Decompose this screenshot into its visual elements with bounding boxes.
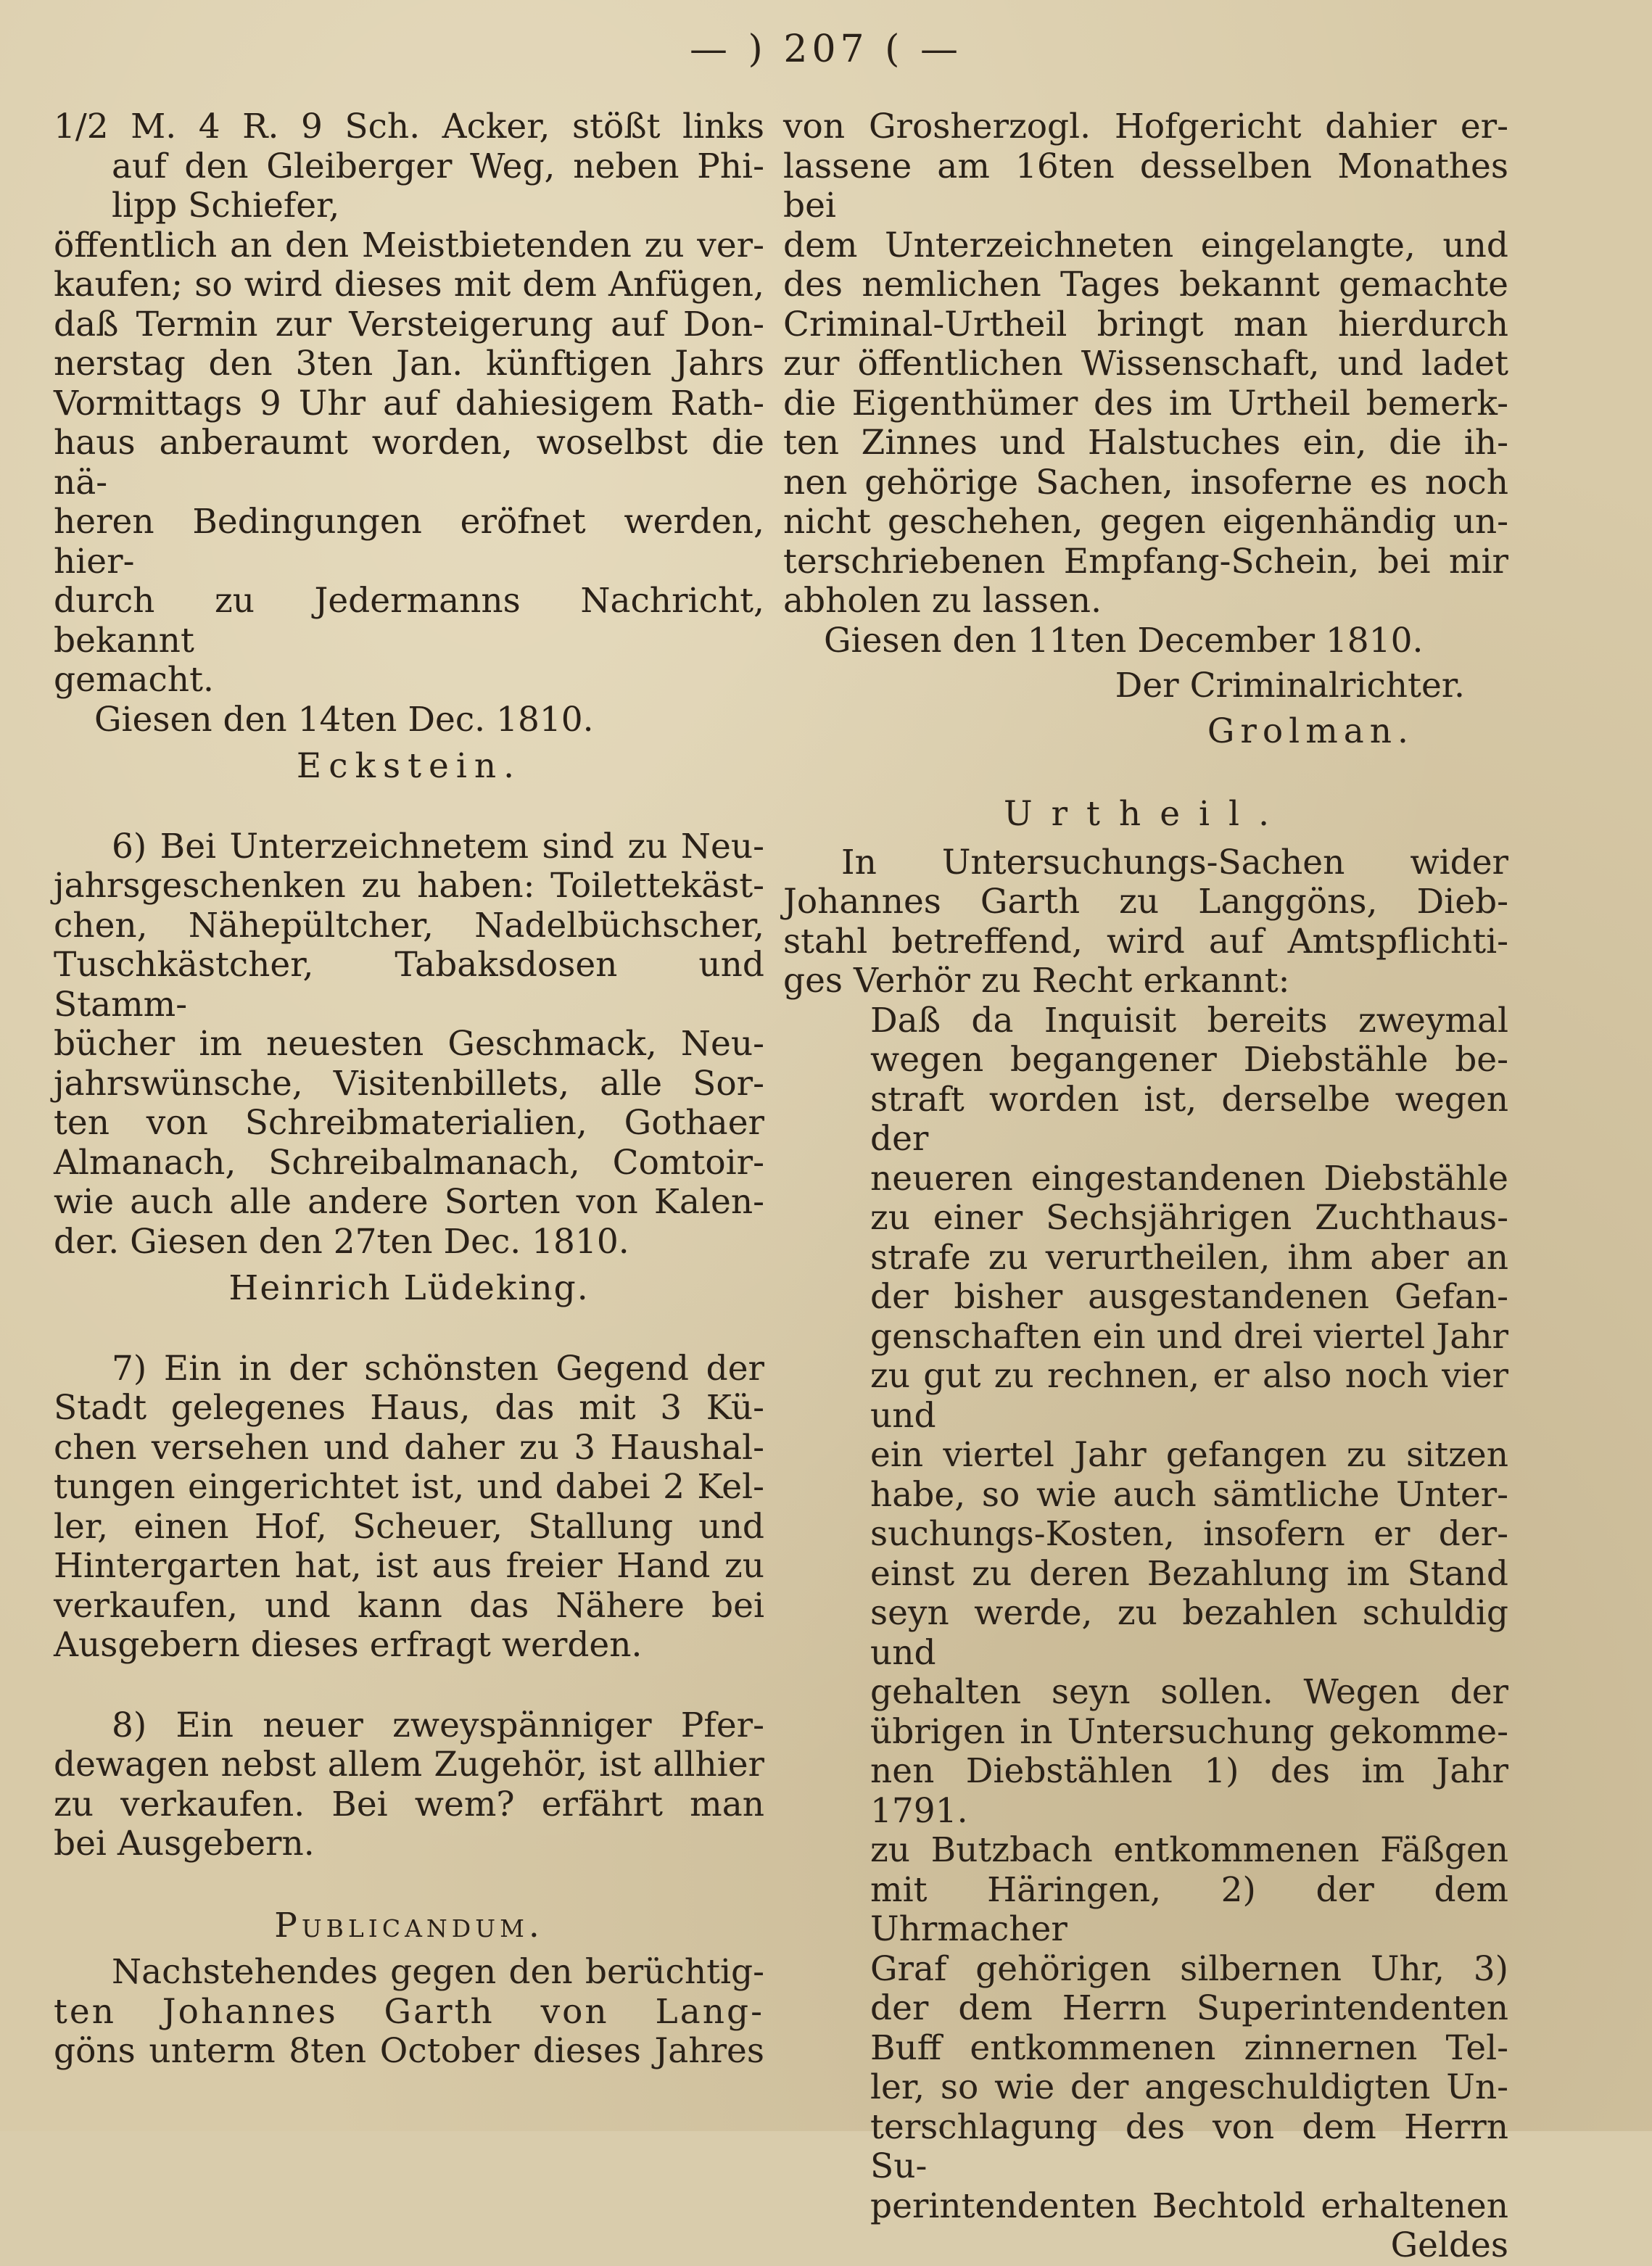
text-line: Buff entkommenen zinnernen Tel-	[870, 2027, 1508, 2068]
text-line: daß Termin zur Versteigerung auf Don-	[54, 304, 764, 344]
text-line: Stadt gelegenes Haus, das mit 3 Kü-	[54, 1388, 764, 1428]
text-line: mit Häringen, 2) der dem Uhrmacher	[870, 1869, 1508, 1949]
text-line: haus anberaumt worden, woselbst die nä-	[54, 423, 764, 503]
right-column	[783, 107, 1508, 2266]
text-line: wegen begangener Diebstähle be-	[870, 1040, 1508, 1080]
text-line: habe, so wie auch sämtliche Unter-	[870, 1474, 1508, 1515]
text-line: ten Johannes Garth von Lang-	[54, 1991, 764, 2032]
signature: Heinrich Lüdeking.	[228, 1268, 590, 1308]
publicandum-continued	[783, 107, 1508, 751]
text-line: Tuschkästcher, Tabaksdosen und Stamm-	[54, 945, 764, 1025]
left-column	[54, 107, 764, 2072]
text-line: Johannes Garth zu Langgöns, Dieb-	[783, 882, 1508, 922]
text-line: kaufen; so wird dieses mit dem Anfügen,	[54, 265, 764, 305]
text-line: zu gut zu rechnen, er also noch vier und	[870, 1356, 1508, 1436]
text-line: suchungs-Kosten, insofern er der-	[870, 1514, 1508, 1554]
text-line: In Untersuchungs-Sachen wider	[841, 842, 1508, 882]
publicandum-title: Publicandum.	[274, 1905, 544, 1945]
text-line: Nachstehendes gegen den berüchtig-	[112, 1952, 764, 1992]
sale-notice	[54, 226, 764, 787]
text-line: jahrsgeschenken zu haben: Toilettekäst-	[54, 866, 764, 906]
text-line: chen, Nähepültcher, Nadelbüchscher,	[54, 905, 764, 946]
text-line: perintendenten Bechtold erhaltenen	[870, 2186, 1508, 2226]
text-line: Hintergarten hat, ist aus freier Hand zu	[54, 1546, 764, 1586]
text-line: nen gehörige Sachen, insoferne es noch	[783, 462, 1508, 503]
text-line: auf den Gleiberger Weg, neben Phi-	[112, 146, 764, 186]
text-line: jahrswünsche, Visitenbillets, alle Sor-	[54, 1063, 764, 1104]
text-line: Almanach, Schreibalmanach, Comtoir-	[54, 1142, 764, 1183]
text-line: göns unterm 8ten October dieses Jahres	[54, 2031, 764, 2071]
text-line: Ausgebern dieses erfragt werden.	[54, 1625, 643, 1665]
text-line: neueren eingestandenen Diebstähle	[870, 1158, 1508, 1199]
text-line: genschaften ein und drei viertel Jahr	[870, 1316, 1508, 1357]
text-line: 8) Ein neuer zweyspänniger Pfer-	[112, 1705, 764, 1745]
text-line: zu Butzbach entkommenen Fäßgen	[870, 1830, 1508, 1870]
text-line: des nemlichen Tages bekannt gemachte	[783, 265, 1508, 305]
text-line: lipp Schiefer,	[112, 186, 340, 226]
page-number: — ) 207 ( —	[690, 28, 962, 71]
urtheil-title: Urtheil.	[1003, 794, 1289, 834]
text-line: gehalten seyn sollen. Wegen der	[870, 1672, 1508, 1712]
text-line: zur öffentlichen Wissenschaft, und ladet	[783, 344, 1508, 384]
signature: Eckstein.	[296, 746, 522, 786]
text-line: die Eigenthümer des im Urtheil bemerk-	[783, 383, 1508, 423]
lot-description	[54, 107, 764, 226]
text-line: 7) Ein in der schönsten Gegend der	[112, 1348, 764, 1389]
text-line: der bisher ausgestandenen Gefan-	[870, 1277, 1508, 1317]
text-line: zu verkaufen. Bei wem? erfährt man	[54, 1784, 764, 1824]
text-line: bücher im neuesten Geschmack, Neu-	[54, 1024, 764, 1064]
text-line: terschlagung des von dem Herrn Su-	[870, 2106, 1508, 2186]
text-line: stahl betreffend, wird auf Amtspflichti-	[783, 921, 1508, 962]
text-line: terschriebenen Empfang-Schein, bei mir	[783, 541, 1508, 582]
text-line: Vormittags 9 Uhr auf dahiesigem Rath-	[54, 383, 764, 423]
text-line: gemacht.	[54, 660, 214, 700]
text-line: verkaufen, und kann das Nähere bei	[54, 1585, 764, 1626]
signature: Grolman.	[1207, 711, 1414, 751]
text-line: ten von Schreibmaterialien, Gothaer	[54, 1103, 764, 1143]
text-line: straft worden ist, derselbe wegen der	[870, 1079, 1508, 1159]
signature-title: Der Criminalrichter.	[1115, 666, 1465, 706]
text-line: Criminal-Urtheil bringt man hierdurch	[783, 304, 1508, 344]
catchword: Geldes	[1390, 2225, 1508, 2265]
text-line: ten Zinnes und Halstuches ein, die ih-	[783, 423, 1508, 463]
text-line: heren Bedingungen eröfnet werden, hier-	[54, 502, 764, 582]
text-line: strafe zu verurtheilen, ihm aber an	[870, 1237, 1508, 1278]
text-line: seyn werde, zu bezahlen schuldig und	[870, 1593, 1508, 1673]
urtheil-intro	[783, 843, 1508, 1001]
text-line: ler, so wie der angeschuldigten Un-	[870, 2067, 1508, 2107]
text-line: dewagen nebst allem Zugehör, ist allhier	[54, 1745, 764, 1785]
text-line: nen Diebstählen 1) des im Jahr 1791.	[870, 1751, 1508, 1831]
text-line: bei Ausgebern.	[54, 1824, 315, 1864]
text-line: lassene am 16ten desselben Monathes bei	[783, 146, 1508, 226]
notice-date: Giesen den 14ten Dec. 1810.	[94, 699, 594, 740]
text-line: Daß da Inquisit bereits zweymal	[870, 1000, 1508, 1041]
notice-7	[54, 1349, 764, 1666]
text-line: ein viertel Jahr gefangen zu sitzen	[870, 1435, 1508, 1475]
urtheil-body	[870, 1001, 1508, 2266]
text-line: durch zu Jedermanns Nachricht, bekannt	[54, 581, 764, 661]
text-line: abholen zu lassen.	[783, 581, 1102, 621]
text-line: der dem Herrn Superintendenten	[870, 1988, 1508, 2028]
text-line: von Grosherzogl. Hofgericht dahier er-	[783, 107, 1508, 146]
text-line: öffentlich an den Meistbietenden zu ver-	[54, 225, 764, 265]
text-line: ler, einen Hof, Scheuer, Stallung und	[54, 1506, 764, 1547]
publicandum	[54, 1953, 764, 2072]
text-line: ges Verhör zu Recht erkannt:	[783, 961, 1290, 1001]
text-line: zu einer Sechsjährigen Zuchthaus-	[870, 1198, 1508, 1238]
text-line: dem Unterzeichneten eingelangte, und	[783, 225, 1508, 265]
text-line: chen versehen und daher zu 3 Haushal-	[54, 1427, 764, 1468]
notice-6	[54, 827, 764, 1309]
text-line: einst zu deren Bezahlung im Stand	[870, 1553, 1508, 1594]
text-line: wie auch alle andere Sorten von Kalen-	[54, 1182, 764, 1222]
text-line: Graf gehörigen silbernen Uhr, 3)	[870, 1948, 1508, 1989]
notice-date: Giesen den 11ten December 1810.	[824, 620, 1424, 661]
text-line: tungen eingerichtet ist, und dabei 2 Kel-	[54, 1467, 764, 1507]
text-line: nerstag den 3ten Jan. künftigen Jahrs	[54, 344, 764, 384]
text-line: der. Giesen den 27ten Dec. 1810.	[54, 1221, 629, 1262]
text-line: 6) Bei Unterzeichnetem sind zu Neu-	[112, 826, 764, 867]
text-line: übrigen in Untersuchung gekomme-	[870, 1711, 1508, 1752]
text-line: nicht geschehen, gegen eigenhändig un-	[783, 502, 1508, 542]
notice-8	[54, 1706, 764, 1864]
text-line: 1/2 M. 4 R. 9 Sch. Acker, stößt links	[54, 107, 764, 146]
